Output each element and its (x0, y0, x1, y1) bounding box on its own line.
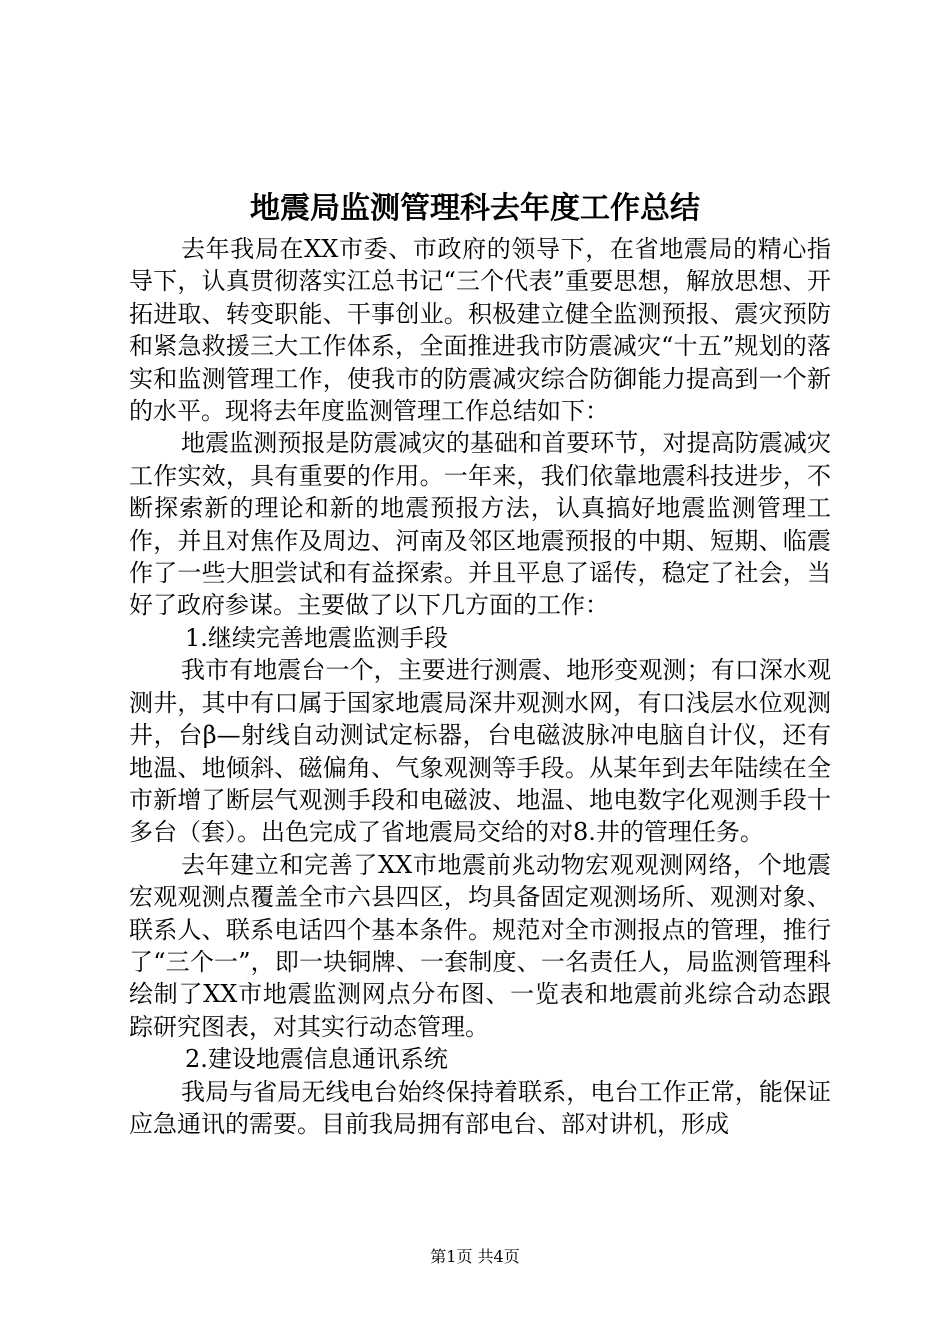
paragraph-macro-network: 去年建立和完善了XX市地震前兆动物宏观观测网络，个地震宏观观测点覆盖全市六县四区，均具备固定观测场所、观测对象、联系人、联系电话四个基本条件。规范对全市测报点的管理，推行了“三个一”，即一块铜牌、一套制度、一名责任人，局监测管理科绘制了XX市地震监测网点分布图、一览表和地震前兆综合动态跟踪研究图表，对其实行动态管理。 (129, 850, 831, 1041)
document-title: 地震局监测管理科去年度工作总结 (250, 191, 700, 226)
paragraph-monitoring-means: 我市有地震台一个，主要进行测震、地形变观测；有口深水观测井，其中有口属于国家地震局深井观测水网，有口浅层水位观测井，台β—射线自动测试定标器，台电磁波脉冲电脑自计仪，还有地温、地倾斜、磁偏角、气象观测等手段。从某年到去年陆续在全市新增了断层气观测手段和电磁波、地温、地电数字化观测手段十多台（套）。出色完成了省地震局交给的对8.井的管理任务。 (129, 656, 831, 847)
section-heading-1: 1.继续完善地震监测手段 (185, 623, 448, 652)
page-number: 第1页 共4页 (430, 1247, 520, 1266)
section-heading-2: 2.建设地震信息通讯系统 (185, 1045, 448, 1074)
document-body (129, 233, 831, 1140)
paragraph-intro: 去年我局在XX市委、市政府的领导下，在省地震局的精心指导下，认真贯彻落实江总书记“三个代表”重要思想，解放思想、开拓进取、转变职能、干事创业。积极建立健全监测预报、震灾预防和紧急救援三大工作体系，全面推进我市防震减灾“十五”规划的落实和监测管理工作，使我市的防震减灾综合防御能力提高到一个新的水平。现将去年度监测管理工作总结如下： (129, 235, 831, 426)
paragraph-overview: 地震监测预报是防震减灾的基础和首要环节，对提高防震减灾工作实效，具有重要的作用。一年来，我们依靠地震科技进步，不断探索新的理论和新的地震预报方法，认真搞好地震监测管理工作，并且对焦作及周边、河南及邻区地震预报的中期、短期、临震作了一些大胆尝试和有益探索。并且平息了谣传，稳定了社会，当好了政府参谋。主要做了以下几方面的工作： (129, 429, 831, 620)
paragraph-communication: 我局与省局无线电台始终保持着联系，电台工作正常，能保证应急通讯的需要。目前我局拥有部电台、部对讲机，形成 (129, 1077, 831, 1138)
